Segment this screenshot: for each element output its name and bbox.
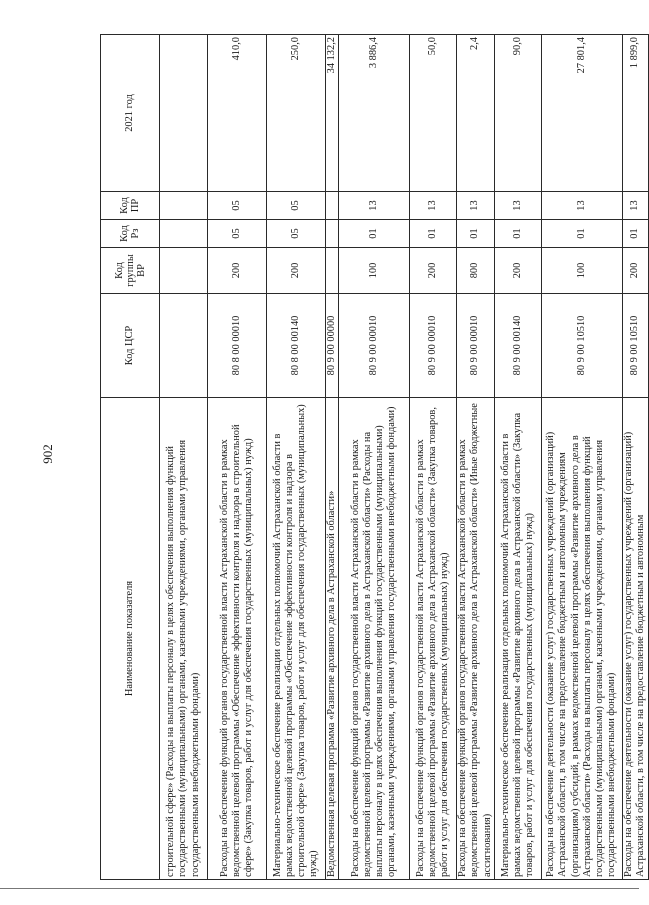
rotated-page — [100, 35, 647, 880]
cell-rz: 01 — [494, 220, 541, 248]
cell-value: 90,0 — [494, 35, 541, 192]
cell-name: Расходы на обеспечение функций органов государственной власти Астраханской области в рамках ведомственной целевой программы «Обеспечение эффективности контроля и надзора в строительной сфере» (Закупка товаров, работ и услуг для обеспечения государственных (муниципальных) нужд) — [208, 398, 267, 880]
cell-rz: 01 — [541, 220, 622, 248]
header-name: Наименование показателя — [101, 398, 160, 880]
table-row — [494, 35, 541, 880]
budget-table — [100, 34, 649, 880]
table-row — [541, 35, 622, 880]
cell-pr: 05 — [208, 192, 267, 220]
cell-pr: 05 — [267, 192, 326, 220]
header-pr: Код ПР — [101, 192, 160, 220]
cell-vr: 200 — [494, 248, 541, 294]
cell-vr: 200 — [410, 248, 457, 294]
header-row — [101, 35, 160, 880]
cell-rz — [326, 220, 339, 248]
cell-pr: 13 — [339, 192, 410, 220]
page-edge — [0, 888, 639, 889]
cell-name: строительной сфере» (Расходы на выплаты персоналу в целях обеспечения выполнения функций государственными (муниципальными) органами, казенными учреждениями, органами управления государственными внебюджетными фондами) — [160, 398, 208, 880]
cell-vr: 200 — [208, 248, 267, 294]
cell-pr: 13 — [541, 192, 622, 220]
cell-rz — [160, 220, 208, 248]
cell-csr: 80 8 00 00010 — [208, 294, 267, 398]
table-row — [622, 35, 648, 880]
cell-vr: 100 — [339, 248, 410, 294]
cell-pr — [160, 192, 208, 220]
cell-vr: 200 — [267, 248, 326, 294]
table-row — [267, 35, 326, 880]
table-row — [339, 35, 410, 880]
cell-value: 410,0 — [208, 35, 267, 192]
cell-csr: 80 9 00 00140 — [494, 294, 541, 398]
cell-vr — [160, 248, 208, 294]
cell-pr: 13 — [622, 192, 648, 220]
cell-name: Расходы на обеспечение функций органов государственной власти Астраханской области в рамках ведомственной целевой программы «Развитие архивного дела в Астраханской области» (Закупка товаров, работ и услуг для обеспечения государственных (муниципальных) нужд) — [410, 398, 457, 880]
cell-rz: 01 — [339, 220, 410, 248]
cell-rz: 01 — [457, 220, 495, 248]
cell-pr: 13 — [457, 192, 495, 220]
cell-value: 27 801,4 — [541, 35, 622, 192]
cell-vr — [326, 248, 339, 294]
cell-csr: 80 9 00 00000 — [326, 294, 339, 398]
header-csr: Код ЦСР — [101, 294, 160, 398]
table-row — [410, 35, 457, 880]
cell-pr — [326, 192, 339, 220]
cell-pr: 13 — [494, 192, 541, 220]
table-row — [457, 35, 495, 880]
cell-csr: 80 9 00 00010 — [457, 294, 495, 398]
cell-rz: 01 — [410, 220, 457, 248]
cell-value — [160, 35, 208, 192]
cell-name: Ведомственная целевая программа «Развитие архивного дела в Астраханской области» — [326, 398, 339, 880]
cell-csr: 80 8 00 00140 — [267, 294, 326, 398]
header-rz: Код Рз — [101, 220, 160, 248]
cell-value: 1 899,0 — [622, 35, 648, 192]
table-row — [326, 35, 339, 880]
table-body — [160, 35, 649, 880]
table-row — [160, 35, 208, 880]
header-vr: Код группы ВР — [101, 248, 160, 294]
cell-name: Расходы на обеспечение деятельности (оказание услуг) государственных учреждений (организаций) Астраханской области, в том числе на предоставление бюджетным и автономным — [622, 398, 648, 880]
page-number: 902 — [40, 444, 55, 464]
cell-rz: 01 — [622, 220, 648, 248]
cell-value: 2,4 — [457, 35, 495, 192]
cell-value: 3 886,4 — [339, 35, 410, 192]
cell-csr — [160, 294, 208, 398]
cell-csr: 80 9 00 10510 — [622, 294, 648, 398]
cell-vr: 800 — [457, 248, 495, 294]
cell-rz: 05 — [267, 220, 326, 248]
cell-name: Расходы на обеспечение функций органов государственной власти Астраханской области в рамках ведомственной целевой программы «Развитие архивного дела в Астраханской области» (Расходы на выплаты персоналу в целях обеспечения выполнения функций государственными (муниципальными) органами, казенными учреждениями, органами управления государственными внебюджетными фондами) — [339, 398, 410, 880]
cell-rz: 05 — [208, 220, 267, 248]
cell-value: 250,0 — [267, 35, 326, 192]
table-row — [208, 35, 267, 880]
cell-name: Материально-техническое обеспечение реализации отдельных полномочий Астраханской области в рамках ведомственной целевой программы «Обеспечение эффективности контроля и надзора в строительной сфере» (Закупка товаров, работ и услуг для обеспечения государственных (муниципальных) нужд) — [267, 398, 326, 880]
cell-value: 34 132,2 — [326, 35, 339, 192]
cell-name: Расходы на обеспечение деятельности (оказание услуг) государственных учреждений (организаций) Астраханской области, в том числе на предоставление бюджетным и автономным учреждениям (организациям) субсидий, в рамках ведомственной целевой программы «Развитие архивного дела в Астраханской области» (Расходы на выплаты персоналу в целях обеспечения выполнения функций государственными (муниципальными) органами, казенными учреждениями, органами управления государственными внебюджетными фондами) — [541, 398, 622, 880]
cell-vr: 200 — [622, 248, 648, 294]
cell-csr: 80 9 00 00010 — [339, 294, 410, 398]
cell-csr: 80 9 00 10510 — [541, 294, 622, 398]
cell-name: Материально-техническое обеспечение реализации отдельных полномочий Астраханской области в рамках ведомственной целевой программы «Развитие архивного дела в Астраханской области» (Закупка товаров, работ и услуг для обеспечения государственных (муниципальных) нужд) — [494, 398, 541, 880]
cell-value: 50,0 — [410, 35, 457, 192]
header-year: 2021 год — [101, 35, 160, 192]
cell-csr: 80 9 00 00010 — [410, 294, 457, 398]
cell-vr: 100 — [541, 248, 622, 294]
cell-name: Расходы на обеспечение функций органов государственной власти Астраханской области в рамках ведомственной целевой программы «Развитие архивного дела в Астраханской области» (Иные бюджетные ассигнования) — [457, 398, 495, 880]
cell-pr: 13 — [410, 192, 457, 220]
